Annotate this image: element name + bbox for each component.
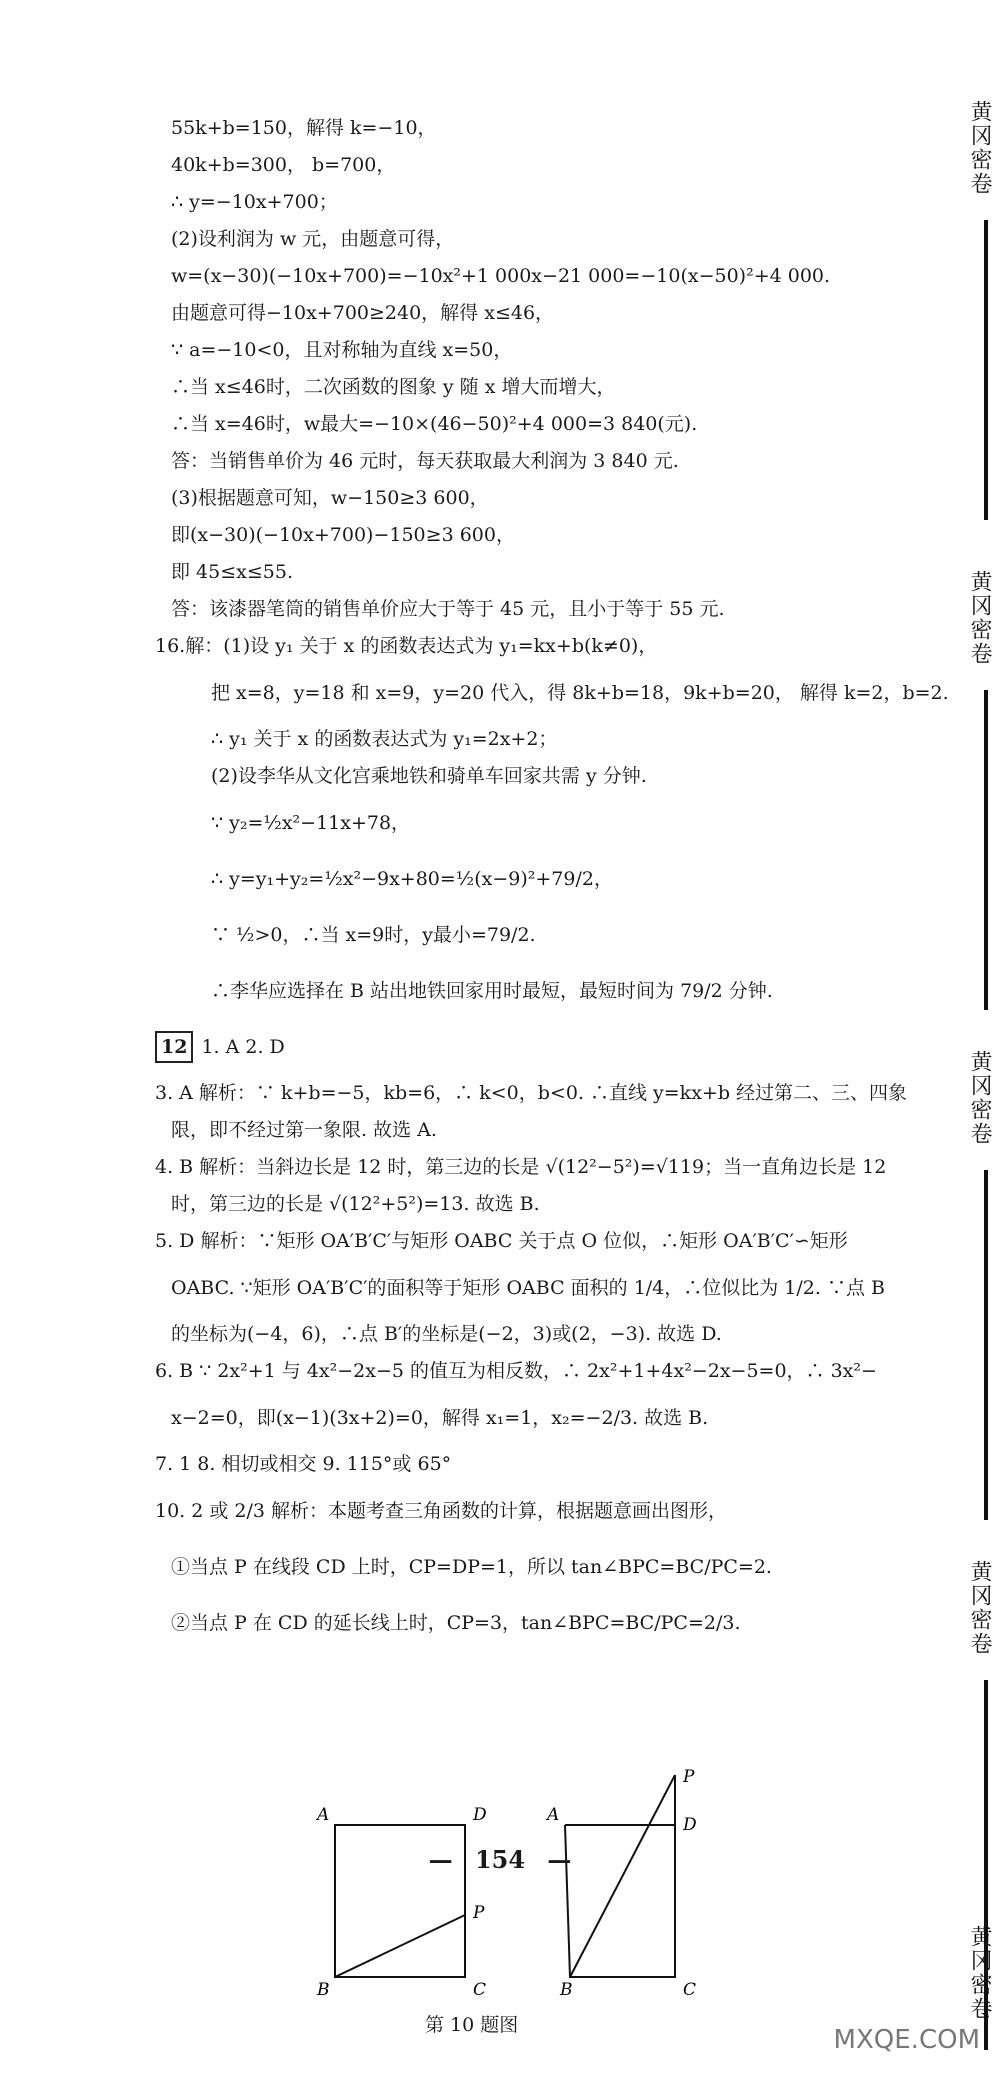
- text-line: ∴李华应选择在 B 站出地铁回家用时最短，最短时间为 79/2 分钟.: [211, 980, 773, 1002]
- right-segment-bp: [570, 1775, 675, 1977]
- text-line: ∵ ½>0，∴当 x=9时，y最小=79/2.: [211, 924, 536, 946]
- text-line: 把 x=8，y=18 和 x=9，y=20 代入，得 8k+b=18，9k+b=20， 解得 k=2，b=2.: [211, 682, 949, 704]
- side-bar: [984, 220, 988, 520]
- text-line: ∴当 x=46时，w最大=−10×(46−50)²+4 000=3 840(元).: [171, 413, 698, 435]
- text-line: 40k+b=300， b=700，: [171, 154, 396, 176]
- side-bar: [984, 690, 988, 1010]
- text-line: 的坐标为(−4，6)，∴点 B′的坐标是(−2，3)或(2，−3). 故选 D.: [171, 1323, 722, 1345]
- left-label-b: B: [317, 1980, 330, 2000]
- text-line: 5. D 解析：∵矩形 OA′B′C′与矩形 OABC 关于点 O 位似，∴矩形 OA′B′C′∽矩形: [155, 1230, 848, 1252]
- section-number-box: 12: [155, 1031, 193, 1063]
- text-line: ∵ y₂=½x²−11x+78，: [211, 812, 411, 834]
- figure-caption: 第 10 题图: [425, 2014, 519, 2036]
- right-label-a: A: [547, 1805, 560, 1825]
- text-line: 即 45≤x≤55.: [171, 561, 293, 583]
- text-line: 答：当销售单价为 46 元时，每天获取最大利润为 3 840 元.: [171, 450, 679, 472]
- side-label: 黄冈密卷: [967, 1925, 992, 2021]
- page-number-dash-left: —: [428, 1845, 453, 1874]
- right-label-b: B: [560, 1980, 573, 2000]
- text-line: 16.解：(1)设 y₁ 关于 x 的函数表达式为 y₁=kx+b(k≠0)，: [155, 635, 658, 657]
- left-label-a: A: [317, 1805, 330, 1825]
- side-label: 黄冈密卷: [967, 1560, 992, 1656]
- side-label: 黄冈密卷: [967, 1050, 992, 1146]
- text-line: ②当点 P 在 CD 的延长线上时，CP=3，tan∠BPC=BC/PC=2/3.: [171, 1612, 741, 1634]
- text-line: ①当点 P 在线段 CD 上时，CP=DP=1，所以 tan∠BPC=BC/PC=2.: [171, 1556, 772, 1578]
- right-label-c: C: [683, 1980, 697, 2000]
- left-label-d: D: [473, 1805, 487, 1825]
- left-label-c: C: [473, 1980, 487, 2000]
- text-line: 6. B ∵ 2x²+1 与 4x²−2x−5 的值互为相反数，∴ 2x²+1+4x²−2x−5=0，∴ 3x²−: [155, 1360, 877, 1382]
- text-line: [155, 1019, 945, 1075]
- right-label-p: P: [683, 1767, 695, 1787]
- left-segment-bp: [335, 1915, 465, 1977]
- text-line: 答：该漆器笔筒的销售单价应大于等于 45 元，且小于等于 55 元.: [171, 598, 725, 620]
- right-label-d: D: [683, 1815, 697, 1835]
- text-line: 10. 2 或 2/3 解析：本题考查三角函数的计算，根据题意画出图形，: [155, 1500, 728, 1522]
- text-line: ∴ y₁ 关于 x 的函数表达式为 y₁=2x+2；: [211, 728, 558, 750]
- side-label: 黄冈密卷: [967, 100, 992, 196]
- answer-line: 1. A 2. D: [201, 1036, 285, 1058]
- text-line: OABC. ∵矩形 OA′B′C′的面积等于矩形 OABC 面积的 1/4，∴位似比为 1/2. ∵点 B: [171, 1277, 885, 1299]
- text-line: x−2=0，即(x−1)(3x+2)=0，解得 x₁=1，x₂=−2/3. 故选 B.: [171, 1407, 709, 1429]
- text-line: 即(x−30)(−10x+700)−150≥3 600，: [171, 524, 515, 546]
- left-label-p: P: [473, 1903, 485, 1923]
- text-line: (2)设李华从文化宫乘地铁和骑单车回家共需 y 分钟.: [211, 765, 647, 787]
- text-line: 55k+b=150，解得 k=−10，: [171, 117, 437, 139]
- text-line: (2)设利润为 w 元，由题意可得，: [171, 228, 455, 250]
- text-line: ∵ a=−10<0，且对称轴为直线 x=50，: [171, 339, 513, 361]
- text-line: 3. A 解析：∵ k+b=−5，kb=6，∴ k<0，b<0. ∴直线 y=kx+b 经过第二、三、四象: [155, 1082, 908, 1104]
- side-label: 黄冈密卷: [967, 570, 992, 666]
- text-line: (3)根据题意可知，w−150≥3 600，: [171, 487, 489, 509]
- text-line: ∴ y=y₁+y₂=½x²−9x+80=½(x−9)²+79/2，: [211, 868, 613, 890]
- text-line: ∴ y=−10x+700；: [171, 191, 338, 213]
- side-tab-strip: [954, 90, 1000, 2040]
- text-line: 由题意可得−10x+700≥240，解得 x≤46，: [171, 302, 555, 324]
- page-number-dash-right: —: [547, 1845, 572, 1874]
- solution-text: [155, 110, 949, 1651]
- text-line: w=(x−30)(−10x+700)=−10x²+1 000x−21 000=−10(x−50)²+4 000.: [171, 265, 831, 287]
- geometry-figure: [315, 1767, 775, 2000]
- text-line: 4. B 解析：当斜边长是 12 时，第三边的长是 √(12²−5²)=√119；当一直角边长是 12: [155, 1156, 887, 1178]
- text-line: ∴当 x≤46时，二次函数的图象 y 随 x 增大而增大，: [171, 376, 616, 398]
- text-line: 7. 1 8. 相切或相交 9. 115°或 65°: [155, 1453, 452, 1475]
- side-bar: [984, 1170, 988, 1520]
- text-line: 时，第三边的长是 √(12²+5²)=13. 故选 B.: [171, 1193, 540, 1215]
- page-number: 154: [474, 1845, 526, 1874]
- watermark-text: MXQE.COM: [833, 2025, 980, 2055]
- page-number-row: [0, 1845, 1000, 1874]
- text-line: 限，即不经过第一象限. 故选 A.: [171, 1119, 437, 1141]
